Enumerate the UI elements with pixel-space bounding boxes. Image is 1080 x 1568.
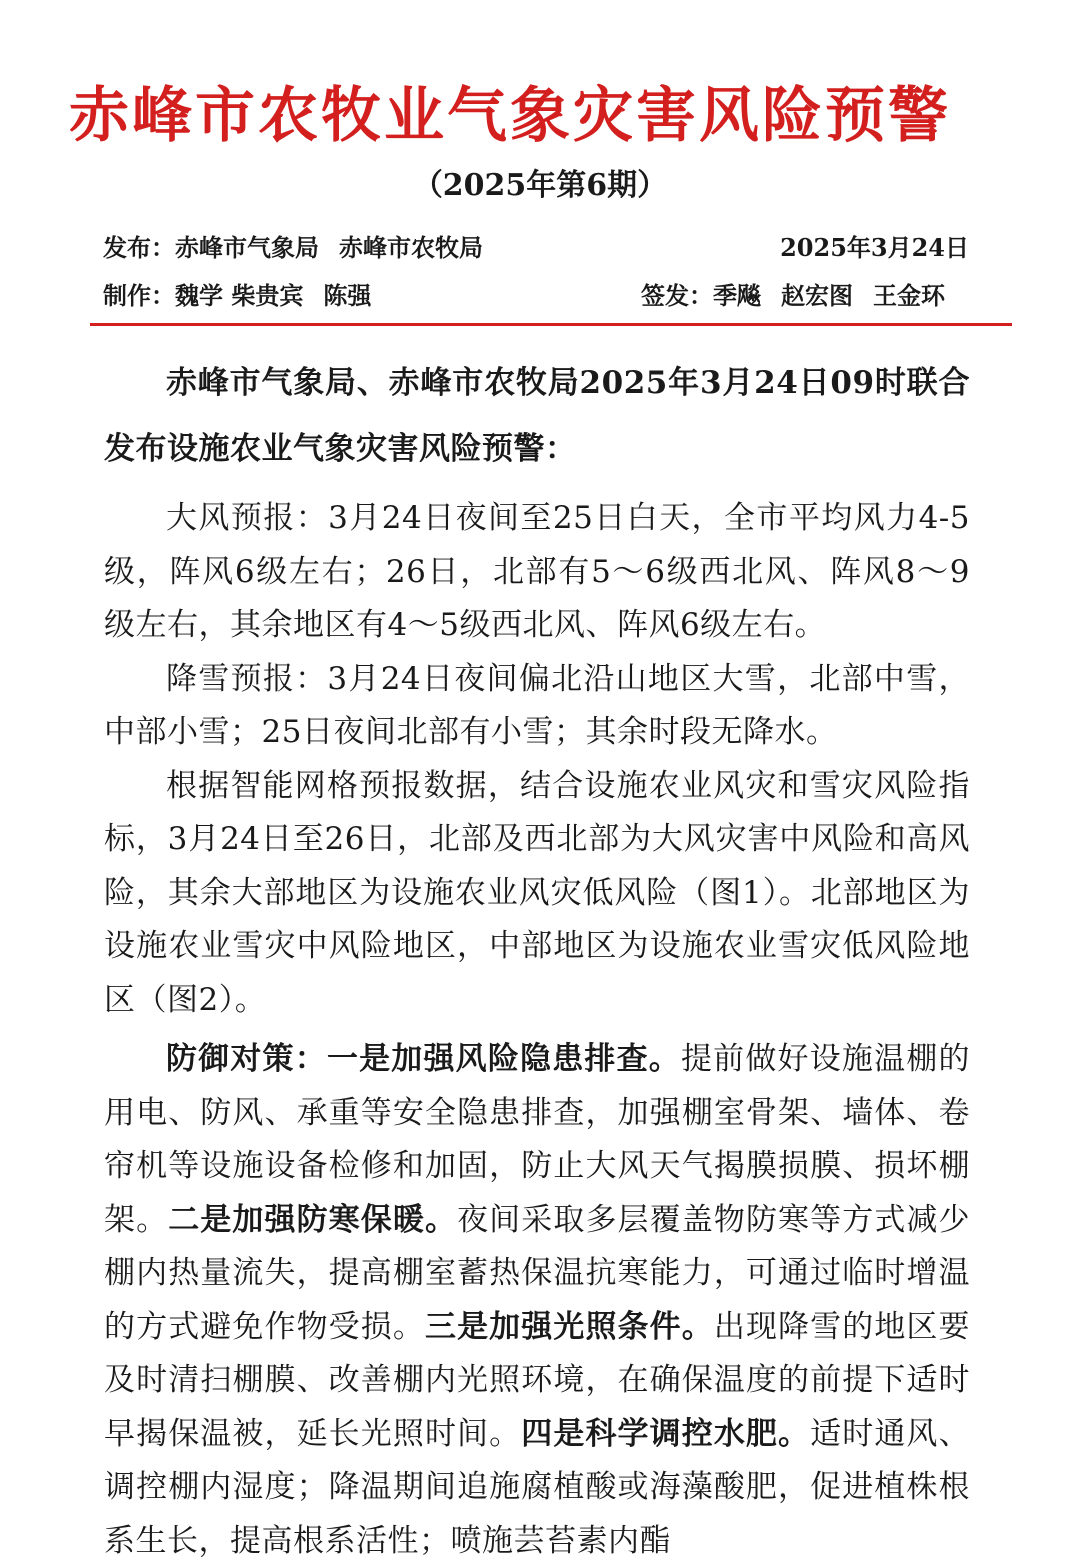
measure-2-title: 二是加强防寒保暖。 bbox=[168, 1201, 458, 1238]
publisher-1: 赤峰市气象局 bbox=[175, 233, 319, 262]
issue-number: （2025年第6期） bbox=[412, 168, 668, 203]
maker-3: 陈强 bbox=[323, 281, 372, 310]
signer-1: 季飚 bbox=[713, 281, 761, 310]
measure-3-title: 三是加强光照条件。 bbox=[424, 1308, 714, 1345]
intro-paragraph: 赤峰市气象局、赤峰市农牧局2025年3月24日09时联合发布设施农业气象灾害风险预警： bbox=[104, 365, 970, 467]
signer-3: 王金环 bbox=[873, 281, 945, 310]
measure-1-title: 一是加强风险隐患排查。 bbox=[326, 1041, 681, 1077]
defense-label: 防御对策： bbox=[166, 1041, 327, 1077]
issue-date: 2025年3月24日 bbox=[780, 233, 969, 262]
publisher-2: 赤峰市农牧局 bbox=[339, 233, 483, 262]
defense-paragraph bbox=[104, 1033, 970, 1568]
snow-forecast-paragraph: 降雪预报：3月24日夜间偏北沿山地区大雪，北部中雪，中部小雪；25日夜间北部有小雪；其余时段无降水。 bbox=[104, 660, 970, 750]
document-title: 赤峰市农牧业气象灾害风险预警 bbox=[69, 81, 951, 151]
signer-label: 签发： bbox=[641, 281, 713, 310]
measure-2-text: 夜间采取多层覆盖物防寒等方式减少棚内热量流失，提高棚室蓄热保温抗寒能力，可通过临时增温的方式避免作物受损。 bbox=[104, 1201, 971, 1345]
wind-forecast-paragraph: 大风预报：3月24日夜间至25日白天，全市平均风力4-5级，阵风6级左右；26日，北部有5～6级西北风、阵风8～9级左右，其余地区有4～5级西北风、阵风6级左右。 bbox=[104, 500, 970, 643]
measure-4-title: 四是科学调控水肥。 bbox=[521, 1415, 811, 1452]
measure-1-text: 提前做好设施温棚的用电、防风、承重等安全隐患排查，加强棚室骨架、墙体、卷帘机等设施设备检修和加固，防止大风天气揭膜损膜、损坏棚架。 bbox=[104, 1041, 970, 1238]
document-body bbox=[104, 350, 970, 1568]
header-divider bbox=[90, 323, 1012, 326]
measure-3-text: 出现降雪的地区要及时清扫棚膜、改善棚内光照环境，在确保温度的前提下适时早揭保温被，延长光照时间。 bbox=[104, 1308, 971, 1452]
signer-2: 赵宏图 bbox=[781, 281, 853, 310]
maker-label: 制作： bbox=[103, 281, 175, 310]
maker-row bbox=[103, 276, 969, 312]
publisher-row bbox=[103, 228, 969, 264]
risk-assessment-paragraph: 根据智能网格预报数据，结合设施农业风灾和雪灾风险指标，3月24日至26日，北部及西北部为大风灾害中风险和高风险，其余大部地区为设施农业风灾低风险（图1）。北部地区为设施农业雪灾中风险地区，中部地区为设施农业雪灾低风险地区（图2）。 bbox=[104, 767, 970, 1018]
measure-4-text: 适时通风、调控棚内湿度；降温期间追施腐植酸或海藻酸肥，促进植株根系生长，提高根系活性；喷施芸苔素内酯 bbox=[104, 1415, 971, 1559]
publisher-label: 发布： bbox=[103, 233, 175, 262]
makers: 魏学 柴贵宾 bbox=[175, 281, 304, 310]
